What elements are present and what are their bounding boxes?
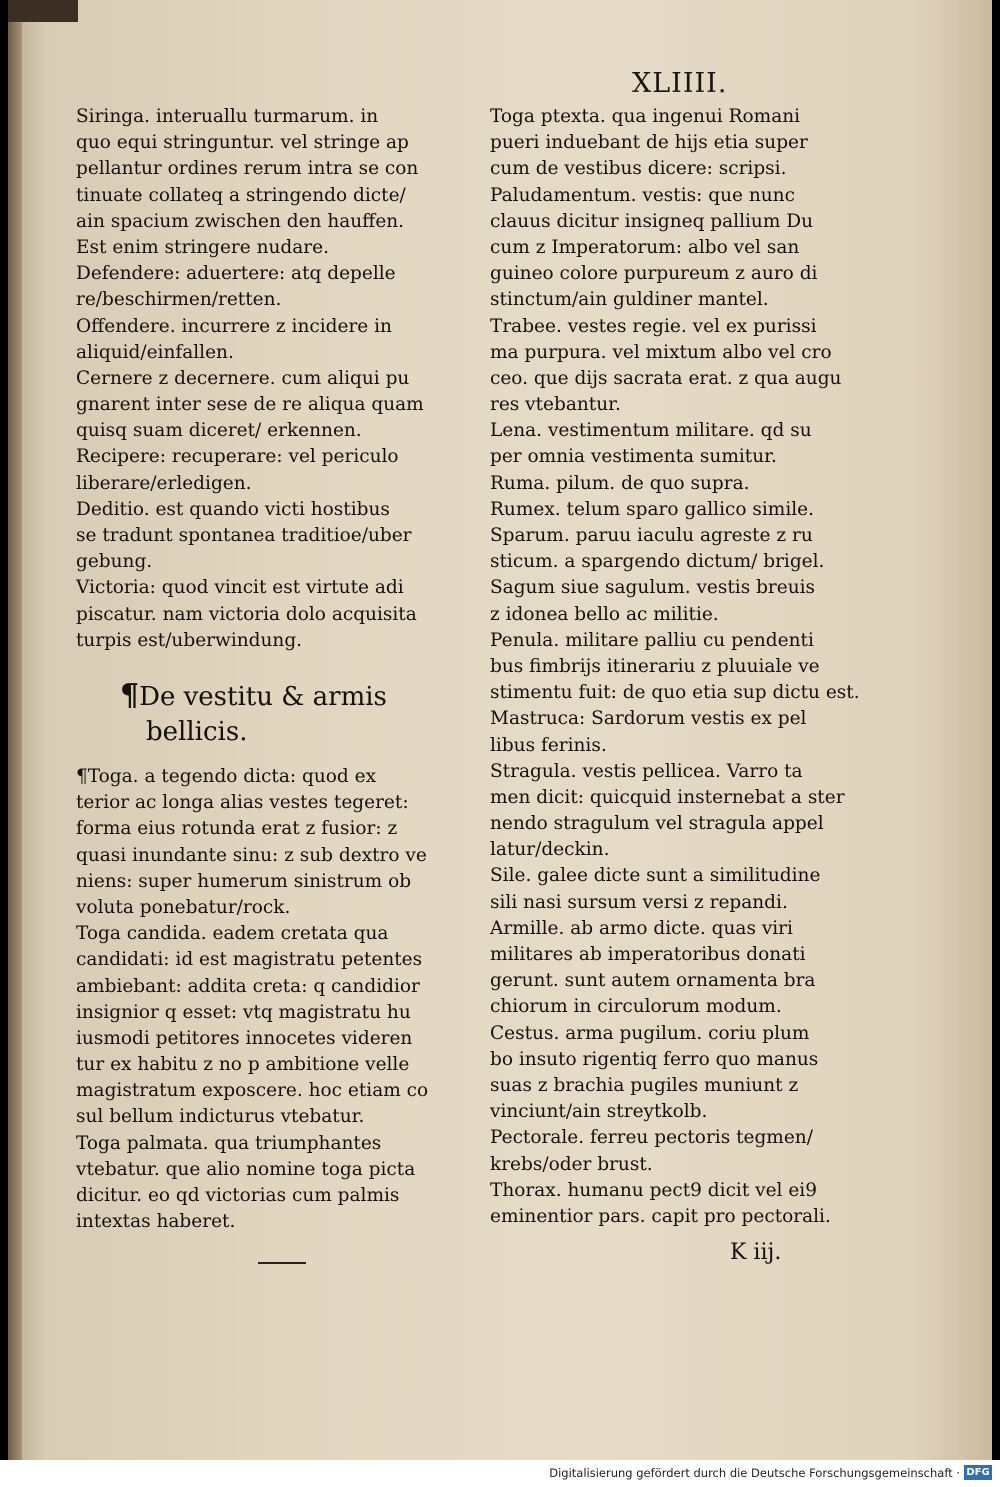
dfg-logo: DFG [964,1465,992,1480]
text-line: Rumex. telum sparo gallico simile. [490,498,815,520]
left-column-top [76,104,466,654]
text-line: tur ex habitu z no p ambitione velle [76,1054,410,1076]
text-line: Toga candida. eadem cretata qua [76,923,389,945]
text-line: Mastruca: Sardorum vestis ex pel [490,708,807,730]
text-line: Deditio. est quando victi hostibus [76,498,390,520]
text-line: candidati: id est magistratu petentes [76,949,423,971]
text-line: ain spacium zwischen den hauffen. [76,210,405,232]
text-line: militares ab imperatoribus donati [490,944,806,965]
text-line: clauus dicitur insigneq pallium Du [490,210,814,232]
text-line: sul bellum indicturus vtebatur. [76,1106,365,1128]
text-line: stinctum/ain guldiner mantel. [490,289,769,311]
section-heading [120,678,440,750]
text-line: niens: super humerum sinistrum ob [76,870,412,892]
text-line: Sagum siue sagulum. vestis breuis [490,577,816,599]
text-line: magistratum exposcere. hoc etiam co [76,1080,429,1102]
text-line: Est enim stringere nudare. [76,236,329,258]
text-line: z idonea bello ac militie. [490,603,719,625]
text-line: Thorax. humanu pect9 dicit vel ei9 [490,1179,817,1201]
text-line: piscatur. nam victoria dolo acquisita [76,603,417,625]
text-line: libus ferinis. [490,734,607,756]
text-line: Toga palmata. qua triumphantes [76,1132,382,1154]
text-line: res vtebantur. [490,394,621,416]
text-line: gerunt. sunt autem ornamenta bra [490,970,816,992]
page-binding-edge [8,0,22,1460]
text-line: ma purpura. vel mixtum albo vel cro [490,341,832,363]
text-line: Siringa. interuallu turmarum. in [76,106,379,127]
text-line: Paludamentum. vestis: que nunc [490,184,795,206]
text-line: vtebatur. que alio nomine toga picta [76,1158,416,1180]
footer-bar [0,1460,1000,1487]
text-line: ambiebant: addita creta: q candidior [76,975,420,997]
text-line: Ruma. pilum. de quo supra. [490,472,750,494]
text-line: gnarent inter sese de re aliqua quam [76,394,424,416]
text-line: krebs/oder brust. [490,1153,653,1175]
text-line: ¶Toga. a tegendo dicta: quod ex [76,766,377,787]
bottom-ornament [258,1262,306,1264]
text-line: quisq suam diceret/ erkennen. [76,420,362,442]
text-line: bo insuto rigentiq ferro quo manus [490,1048,819,1070]
text-line: guineo colore purpureum z auro di [490,263,818,285]
text-line: pellantur ordines rerum intra se con [76,158,419,180]
footer-credit: Digitalisierung gefördert durch die Deutsche Forschungsgemeinschaft · [549,1466,960,1480]
text-line: men dicit: quicquid insternebat a ster [490,786,845,808]
text-line: Cestus. arma pugilum. coriu plum [490,1022,810,1044]
text-line: ceo. que dijs sacrata erat. z qua augu [490,367,842,389]
text-line: iusmodi petitores innocetes videren [76,1027,413,1049]
text-line: forma eius rotunda erat z fusior: z [76,818,398,840]
text-line: Victoria: quod vincit est virtute adi [76,577,404,599]
text-line: per omnia vestimenta sumitur. [490,446,777,468]
text-line: gebung. [76,551,153,573]
text-line: pueri induebant de hijs etia super [490,132,808,154]
text-line: re/beschirmen/retten. [76,289,282,311]
text-line: Penula. militare palliu cu pendenti [490,629,814,651]
pilcrow-icon: ¶ [120,678,140,713]
text-line: intextas haberet. [76,1211,236,1233]
text-line: dicitur. eo qd victorias cum palmis [76,1185,400,1206]
right-column [490,104,870,1230]
text-line: Sparum. paruu iaculu agreste z ru [490,525,813,546]
text-line: cum de vestibus dicere: scripsi. [490,158,787,180]
text-line: Cernere z decernere. cum aliqui pu [76,367,410,389]
text-line: stimentu fuit: de quo etia sup dictu est. [490,682,860,704]
text-line: aliquid/einfallen. [76,341,234,363]
text-line: terior ac longa alias vestes tegeret: [76,792,409,814]
text-line: Recipere: recuperare: vel periculo [76,446,399,468]
text-line: turpis est/uberwindung. [76,629,303,651]
signature-mark: K iij. [730,1240,782,1265]
text-line: quasi inundante sinu: z sub dextro ve [76,844,427,866]
text-line: vinciunt/ain streytkolb. [490,1101,708,1123]
folio-number: XLIIII. [632,68,728,99]
text-line: chiorum in circulorum modum. [490,996,782,1018]
text-line: cum z Imperatorum: albo vel san [490,236,800,258]
text-line: tinuate collateq a stringendo dicte/ [76,184,406,206]
text-line: Lena. vestimentum militare. qd su [490,420,812,442]
page-top-edge [8,0,78,22]
heading-line-2: bellicis. [146,717,248,747]
text-line: Defendere: aduertere: atq depelle [76,263,396,285]
text-line: suas z brachia pugiles muniunt z [490,1074,799,1096]
text-line: quo equi stringuntur. vel stringe ap [76,132,409,154]
text-line: Trabee. vestes regie. vel ex purissi [490,315,817,337]
text-line: nendo stragulum vel stragula appel [490,813,824,835]
heading-text-1: De vestitu & armis [139,682,387,712]
text-line: latur/deckin. [490,839,610,861]
heading-line-1 [120,678,440,715]
text-line: Sile. galee dicte sunt a similitudine [490,865,821,887]
text-line: Toga ptexta. qua ingenui Romani [490,106,801,127]
text-line: Stragula. vestis pellicea. Varro ta [490,760,803,782]
text-line: insignior q esset: vtq magistratu hu [76,1001,411,1023]
text-line: voluta ponebatur/rock. [76,896,291,918]
text-line: Armille. ab armo dicte. quas viri [490,917,793,939]
text-line: sticum. a spargendo dictum/ brigel. [490,551,825,573]
text-line: bus fimbrijs itinerariu z pluuiale ve [490,655,820,677]
text-line: Offendere. incurrere z incidere in [76,315,392,337]
text-line: se tradunt spontanea traditioe/uber [76,525,412,546]
text-line: eminentior pars. capit pro pectorali. [490,1205,831,1227]
left-column-bottom [76,764,466,1235]
text-line: liberare/erledigen. [76,472,252,494]
text-line: sili nasi sursum versi z repandi. [490,891,788,913]
text-line: Pectorale. ferreu pectoris tegmen/ [490,1127,813,1149]
